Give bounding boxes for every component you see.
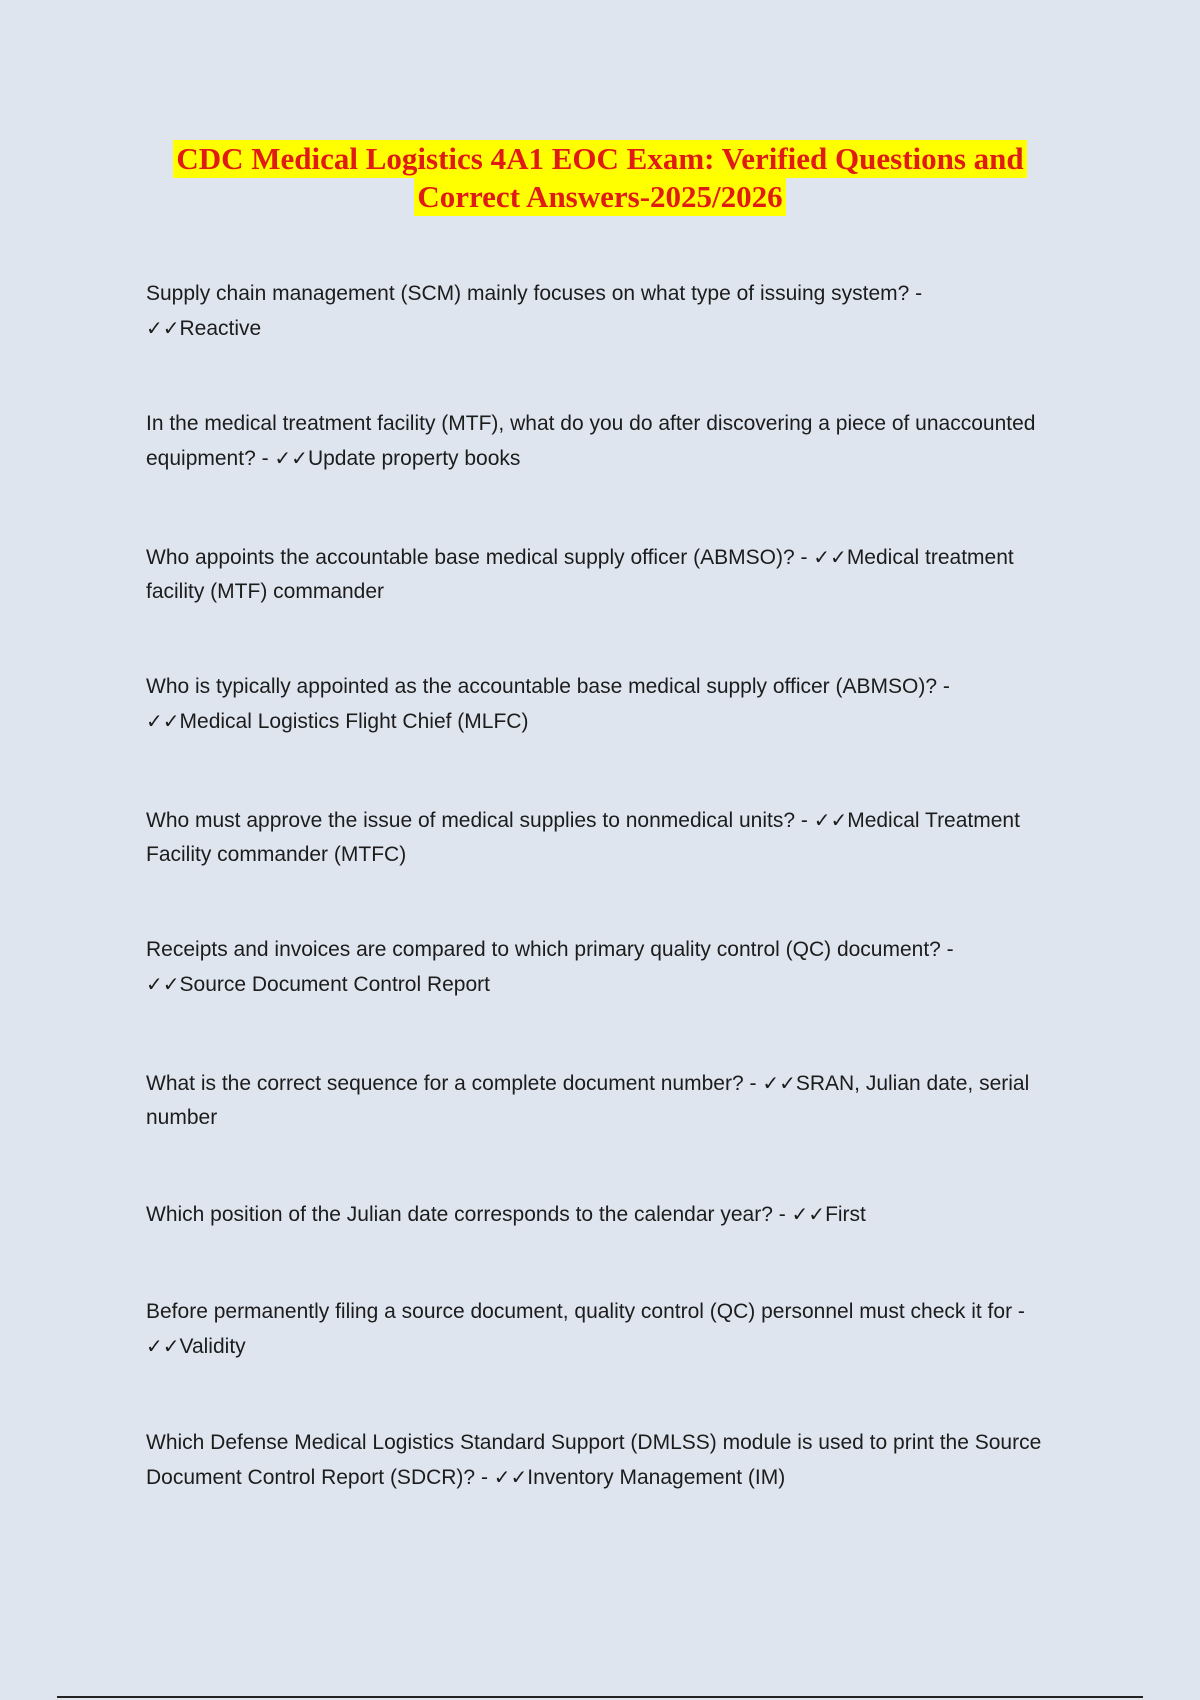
qa-item	[146, 1197, 1046, 1232]
answer-text: Inventory Management (IM)	[527, 1466, 786, 1489]
question-text: Receipts and invoices are compared to which primary quality control (QC) document? -	[146, 938, 954, 961]
question-text: In the medical treatment facility (MTF), what do you do after discovering a piece of unaccounted equipment? -	[146, 412, 1036, 470]
qa-item	[146, 670, 1046, 739]
answer-text: Medical Logistics Flight Chief (MLFC)	[179, 710, 529, 733]
qa-item	[146, 277, 1046, 346]
question-text: Who must approve the issue of medical supplies to nonmedical units? -	[146, 809, 808, 832]
answer-text: Reactive	[179, 317, 262, 340]
title-line-1: CDC Medical Logistics 4A1 EOC Exam: Verified Questions and	[173, 140, 1026, 178]
answer-text: Update property books	[307, 447, 521, 470]
question-text: Who is typically appointed as the accountable base medical supply officer (ABMSO)? -	[146, 675, 950, 698]
check-icon: ✓✓	[813, 545, 847, 569]
answer-text: Medical treatment facility (MTF) commander	[146, 546, 1014, 603]
document-title	[0, 140, 1200, 216]
qa-item	[146, 1295, 1046, 1364]
check-icon: ✓✓	[762, 1071, 796, 1095]
check-icon: ✓✓	[146, 316, 180, 340]
check-icon: ✓✓	[146, 709, 180, 733]
qa-item	[146, 933, 1046, 1002]
check-icon: ✓✓	[791, 1202, 826, 1226]
footer-rule	[57, 1696, 1143, 1698]
check-icon: ✓✓	[493, 1465, 528, 1489]
answer-text: Validity	[179, 1335, 246, 1358]
answer-text: SRAN, Julian date, serial number	[146, 1072, 1030, 1129]
question-text: Before permanently filing a source document, quality control (QC) personnel must check it for -	[146, 1300, 1025, 1323]
question-text: Which position of the Julian date corresponds to the calendar year? -	[146, 1203, 786, 1226]
title-line-2: Correct Answers-2025/2026	[414, 178, 785, 216]
question-text: Which Defense Medical Logistics Standard Support (DMLSS) module is used to print the Source Document Control Report (SDCR)? -	[146, 1431, 1042, 1489]
qa-item	[146, 1426, 1046, 1495]
question-text: What is the correct sequence for a complete document number? -	[146, 1072, 757, 1095]
question-text: Supply chain management (SCM) mainly focuses on what type of issuing system? -	[146, 282, 923, 305]
answer-text: First	[825, 1203, 866, 1226]
answer-text: Medical Treatment Facility commander (MTFC)	[146, 809, 1020, 866]
question-text: Who appoints the accountable base medical supply officer (ABMSO)? -	[146, 546, 808, 569]
qa-item	[146, 540, 1046, 609]
qa-item	[146, 803, 1046, 872]
check-icon: ✓✓	[146, 1334, 180, 1358]
check-icon: ✓✓	[274, 446, 308, 470]
check-icon: ✓✓	[813, 808, 848, 832]
qa-item	[146, 1066, 1046, 1135]
answer-text: Source Document Control Report	[179, 973, 490, 996]
qa-item	[146, 407, 1046, 476]
check-icon: ✓✓	[146, 972, 180, 996]
